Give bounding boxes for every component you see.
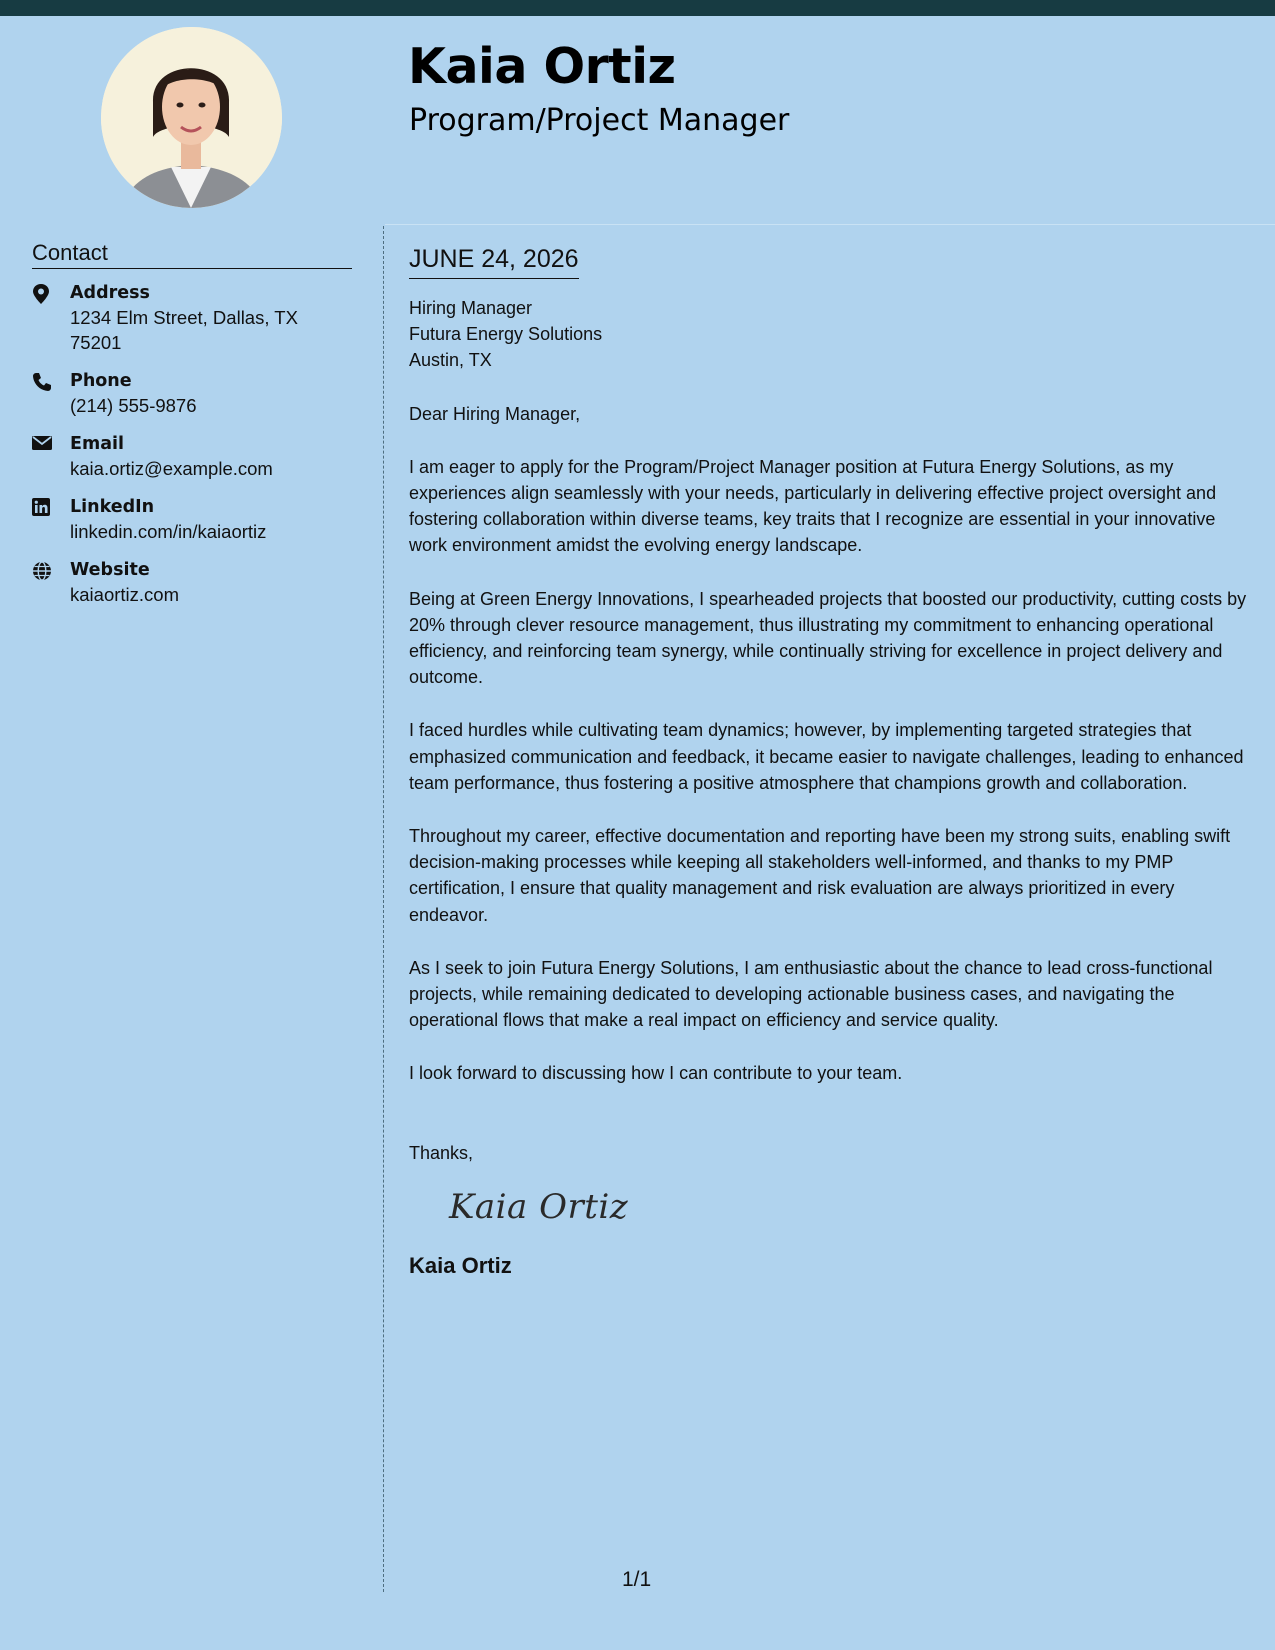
contact-sidebar — [32, 240, 352, 622]
phone-label: Phone — [70, 371, 132, 392]
letter-paragraph: I am eager to apply for the Program/Project Manager position at Futura Energy Solutions, as my experiences align seamlessly with your needs, particularly in delivering effective project oversight and fostering collaboration within diverse teams, key traits that I recognize are essential in your innovative work environment amidst the evolving energy landscape. — [409, 456, 1217, 556]
closing: Thanks, — [409, 1142, 474, 1163]
address-label: Address — [70, 283, 150, 304]
email-value[interactable]: kaia.ortiz@example.com — [70, 458, 273, 480]
phone-icon — [32, 370, 70, 418]
recipient-company: Futura Energy Solutions — [409, 324, 603, 345]
contact-address — [32, 282, 352, 355]
letter-paragraph: Throughout my career, effective documentation and reporting have been my strong suits, enabling swift decision-making processes while keeping all stakeholders well-informed, and thanks to my PMP certification, I ensure that quality management and risk evaluation are always prioritized in every endeavor. — [409, 826, 1231, 925]
letter-paragraph: I faced hurdles while cultivating team dynamics; however, by implementing targeted strategies that emphasized communication and feedback, it became easier to navigate challenges, leading to enhanced team performance, thus fostering a positive atmosphere that champions growth and collaboration. — [409, 720, 1244, 793]
salutation: Dear Hiring Manager, — [409, 403, 581, 424]
contact-linkedin — [32, 496, 352, 544]
avatar — [101, 27, 282, 208]
sender-name: Kaia Ortiz — [409, 1252, 512, 1278]
linkedin-label: LinkedIn — [70, 497, 155, 518]
letter-body — [409, 244, 1249, 1281]
linkedin-icon — [32, 496, 70, 544]
signature — [449, 1182, 1249, 1232]
recipient-block — [409, 295, 1249, 374]
candidate-name: Kaia Ortiz — [408, 38, 676, 95]
letter-paragraph: As I seek to join Futura Energy Solutions, I am enthusiastic about the chance to lead cross-functional projects, while remaining dedicated to developing actionable business cases, and navigating the operational flows that make a real impact on efficiency and service quality. — [409, 957, 1213, 1031]
letter-date: JUNE 24, 2026 — [409, 244, 579, 279]
letter-paragraph: I look forward to discussing how I can contribute to your team. — [409, 1063, 903, 1084]
globe-icon — [32, 559, 70, 607]
recipient-location: Austin, TX — [409, 350, 492, 371]
linkedin-value[interactable]: linkedin.com/in/kaiaortiz — [70, 521, 267, 543]
contact-email — [32, 433, 352, 481]
recipient-name: Hiring Manager — [409, 298, 533, 318]
page-number: 1/1 — [622, 1568, 652, 1591]
top-bar — [0, 0, 1275, 16]
map-pin-icon — [32, 282, 70, 355]
letter-paragraph: Being at Green Energy Innovations, I spearheaded projects that boosted our productivity, cutting costs by 20% through clever resource management, thus illustrating my commitment to enhancing operational efficiency, and reinforcing team synergy, while continually striving for excellence in project delivery and outcome. — [409, 588, 1247, 688]
website-value[interactable]: kaiaortiz.com — [70, 584, 179, 606]
address-value: 1234 Elm Street, Dallas, TX 75201 — [70, 307, 298, 354]
candidate-job-title: Program/Project Manager — [409, 103, 790, 138]
envelope-icon — [32, 433, 70, 481]
header-divider — [385, 224, 1275, 225]
column-divider — [383, 226, 384, 1592]
contact-heading: Contact — [32, 240, 352, 269]
contact-phone — [32, 370, 352, 418]
email-label: Email — [70, 434, 124, 455]
website-label: Website — [70, 560, 150, 581]
signature-text: Kaia Ortiz — [449, 1186, 629, 1227]
phone-value[interactable]: (214) 555-9876 — [70, 395, 197, 417]
contact-website — [32, 559, 352, 607]
